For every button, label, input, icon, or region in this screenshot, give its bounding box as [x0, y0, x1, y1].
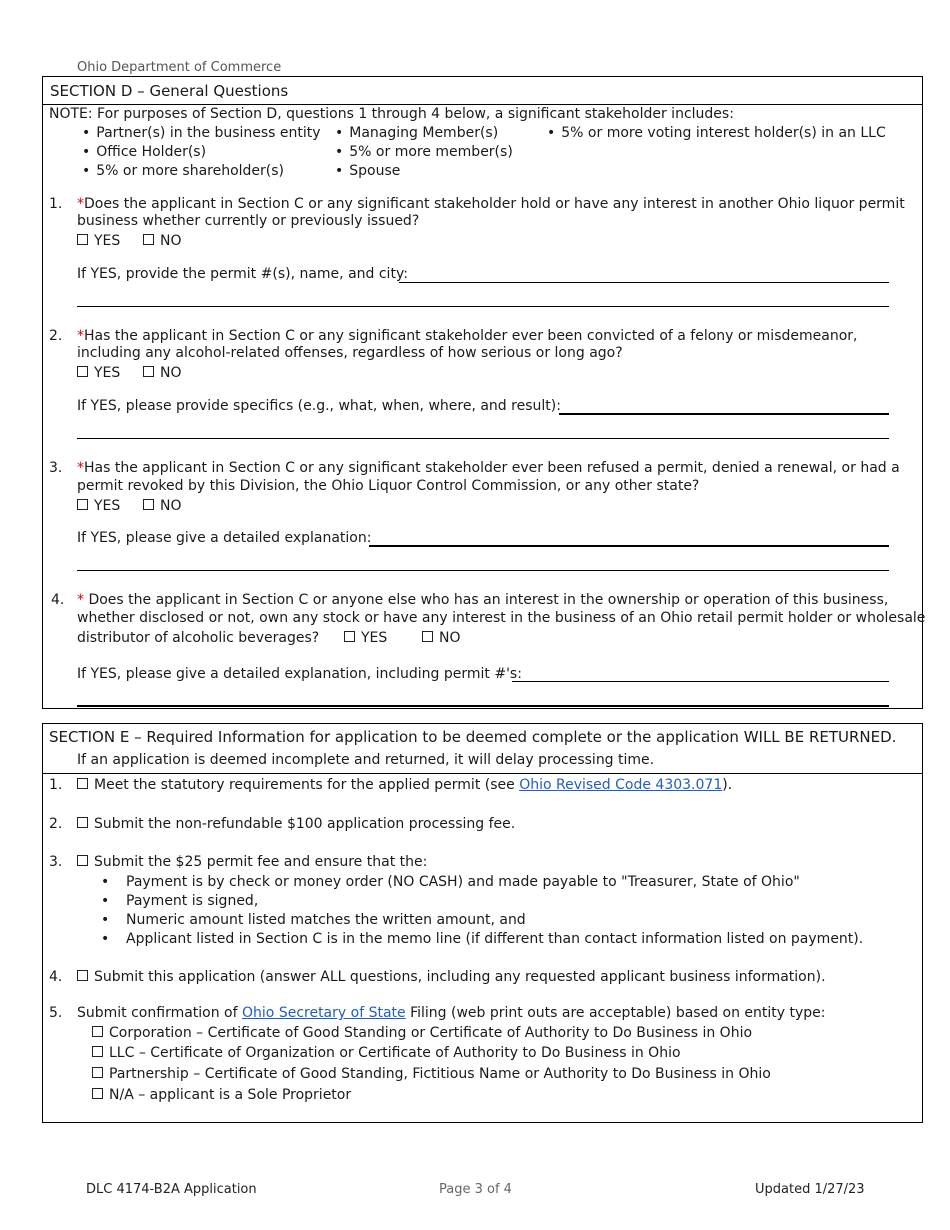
- question-3-text: *Has the applicant in Section C or any significant stakeholder ever been refused a permit, denied a renewal, or had a: [77, 460, 900, 476]
- checkbox-icon: [77, 366, 88, 377]
- ohio-revised-code-link[interactable]: Ohio Revised Code 4303.071: [519, 777, 723, 793]
- requirement-1-number: 1.: [49, 777, 63, 793]
- requirement-4-number: 4.: [49, 969, 63, 985]
- agency-name: Ohio Department of Commerce: [77, 60, 282, 75]
- section-e-subtitle: If an application is deemed incomplete and returned, it will delay processing time.: [77, 752, 655, 768]
- ohio-secretary-of-state-link[interactable]: Ohio Secretary of State: [242, 1005, 406, 1021]
- checkbox-icon: [143, 366, 154, 377]
- question-3-yes[interactable]: YES: [77, 498, 120, 514]
- question-2-no[interactable]: NO: [143, 365, 182, 381]
- question-1-text-cont: business whether currently or previously issued?: [77, 213, 420, 229]
- stakeholder-item: • Partner(s) in the business entity: [82, 125, 321, 141]
- checkbox-icon: [92, 1088, 103, 1099]
- entity-option-llc[interactable]: LLC – Certificate of Organization or Certificate of Authority to Do Business in Ohio: [92, 1045, 681, 1061]
- checkbox-icon: [92, 1046, 103, 1057]
- stakeholder-item: • Spouse: [335, 163, 400, 179]
- section-d-title: SECTION D – General Questions: [50, 82, 289, 100]
- question-4-no[interactable]: NO: [422, 630, 461, 646]
- checkbox-icon: [92, 1026, 103, 1037]
- checkbox-icon: [77, 499, 88, 510]
- question-1-followup: If YES, provide the permit #(s), name, and city:: [77, 266, 408, 282]
- question-1-answer-line[interactable]: [399, 282, 889, 283]
- checkbox-icon: [77, 855, 88, 866]
- stakeholder-item: • Office Holder(s): [82, 144, 206, 160]
- question-3-followup: If YES, please give a detailed explanation:: [77, 530, 372, 546]
- requirement-3[interactable]: Submit the $25 permit fee and ensure that the:: [77, 854, 427, 870]
- stakeholder-item: • 5% or more member(s): [335, 144, 513, 160]
- question-1-text: *Does the applicant in Section C or any significant stakeholder hold or have any interest in another Ohio liquor permit: [77, 196, 905, 212]
- checkbox-icon: [77, 234, 88, 245]
- question-4-text-cont-2: distributor of alcoholic beverages?: [77, 630, 320, 646]
- question-1-yes[interactable]: YES: [77, 233, 120, 249]
- question-4-answer-line-2[interactable]: [77, 705, 889, 707]
- question-2-text: *Has the applicant in Section C or any significant stakeholder ever been convicted of a felony or misdemeanor,: [77, 328, 858, 344]
- stakeholder-item: • 5% or more voting interest holder(s) in an LLC: [547, 125, 886, 141]
- question-2-answer-line-2[interactable]: [77, 438, 889, 439]
- payment-bullet: • Applicant listed in Section C is in the memo line (if different than contact information listed on payment).: [101, 931, 864, 947]
- footer-page-number: Page 3 of 4: [439, 1182, 512, 1197]
- requirement-1[interactable]: Meet the statutory requirements for the applied permit (see Ohio Revised Code 4303.071).: [77, 777, 732, 793]
- stakeholder-note: NOTE: For purposes of Section D, questions 1 through 4 below, a significant stakeholder includes:: [49, 106, 734, 122]
- payment-bullet: • Numeric amount listed matches the written amount, and: [101, 912, 526, 928]
- question-3-text-cont: permit revoked by this Division, the Ohio Liquor Control Commission, or any other state?: [77, 478, 700, 494]
- checkbox-icon: [344, 631, 355, 642]
- entity-option-na[interactable]: N/A – applicant is a Sole Proprietor: [92, 1087, 351, 1103]
- section-d-divider: [42, 104, 923, 105]
- section-e-divider: [42, 773, 923, 774]
- question-3-answer-line[interactable]: [369, 545, 889, 547]
- question-3-number: 3.: [49, 460, 63, 476]
- question-2-number: 2.: [49, 328, 63, 344]
- question-2-text-cont: including any alcohol-related offenses, regardless of how serious or long ago?: [77, 345, 623, 361]
- requirement-5: Submit confirmation of Ohio Secretary of State Filing (web print outs are acceptable) based on entity type:: [77, 1005, 826, 1021]
- question-4-yes[interactable]: YES: [344, 630, 387, 646]
- question-1-number: 1.: [49, 196, 63, 212]
- checkbox-icon: [143, 499, 154, 510]
- checkbox-icon: [92, 1067, 103, 1078]
- requirement-2-number: 2.: [49, 816, 63, 832]
- question-2-answer-line[interactable]: [559, 413, 889, 415]
- requirement-5-number: 5.: [49, 1005, 63, 1021]
- requirement-4[interactable]: Submit this application (answer ALL questions, including any requested applicant business information).: [77, 969, 826, 985]
- entity-option-corporation[interactable]: Corporation – Certificate of Good Standing or Certificate of Authority to Do Business in Ohio: [92, 1025, 752, 1041]
- payment-bullet: • Payment is signed,: [101, 893, 259, 909]
- stakeholder-item: • 5% or more shareholder(s): [82, 163, 284, 179]
- question-1-no[interactable]: NO: [143, 233, 182, 249]
- question-3-no[interactable]: NO: [143, 498, 182, 514]
- section-e-title: SECTION E – Required Information for application to be deemed complete or the application WILL BE RETURNED.: [49, 728, 897, 746]
- question-1-answer-line-2[interactable]: [77, 306, 889, 307]
- checkbox-icon: [77, 970, 88, 981]
- requirement-3-number: 3.: [49, 854, 63, 870]
- entity-option-partnership[interactable]: Partnership – Certificate of Good Standing, Fictitious Name or Authority to Do Business in Ohio: [92, 1066, 771, 1082]
- requirement-2[interactable]: Submit the non-refundable $100 application processing fee.: [77, 816, 515, 832]
- question-3-answer-line-2[interactable]: [77, 570, 889, 571]
- question-4-text: * Does the applicant in Section C or anyone else who has an interest in the ownership or operation of this business,: [77, 592, 889, 608]
- footer-updated: Updated 1/27/23: [755, 1182, 865, 1197]
- checkbox-icon: [422, 631, 433, 642]
- footer-form-id: DLC 4174-B2A Application: [86, 1182, 257, 1197]
- checkbox-icon: [77, 817, 88, 828]
- question-4-text-cont: whether disclosed or not, own any stock or have any interest in the business of an Ohio retail permit holder or wholesale: [77, 610, 926, 626]
- payment-bullet: • Payment is by check or money order (NO CASH) and made payable to "Treasurer, State of Ohio": [101, 874, 800, 890]
- question-4-number: 4.: [51, 592, 65, 608]
- checkbox-icon: [77, 778, 88, 789]
- checkbox-icon: [143, 234, 154, 245]
- stakeholder-item: • Managing Member(s): [335, 125, 498, 141]
- question-2-followup: If YES, please provide specifics (e.g., what, when, where, and result):: [77, 398, 561, 414]
- question-4-followup: If YES, please give a detailed explanation, including permit #'s:: [77, 666, 522, 682]
- question-4-answer-line[interactable]: [512, 681, 889, 682]
- question-2-yes[interactable]: YES: [77, 365, 120, 381]
